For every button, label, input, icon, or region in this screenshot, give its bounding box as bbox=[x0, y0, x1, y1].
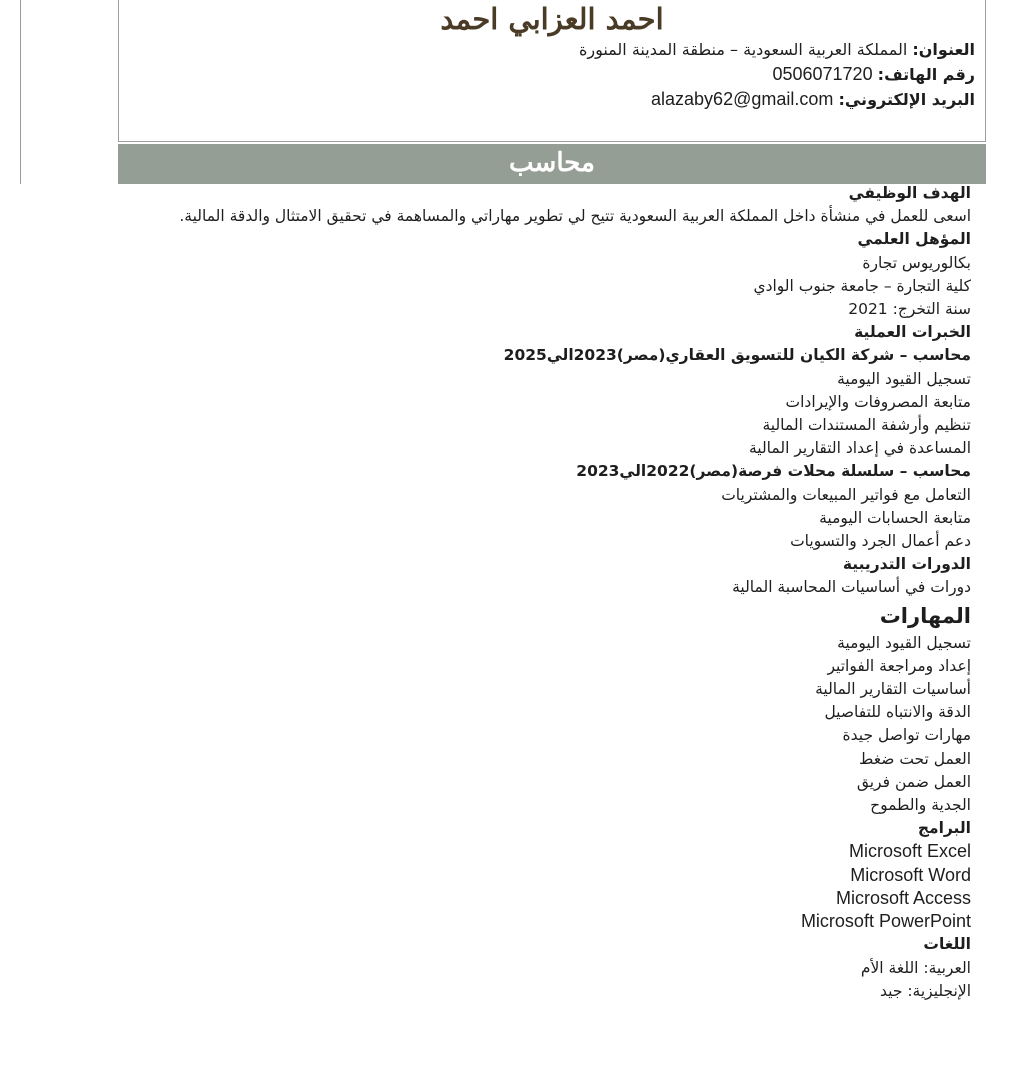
email-value: alazaby62@gmail.com bbox=[651, 89, 834, 109]
job-task: تسجيل القيود اليومية bbox=[837, 369, 971, 388]
education-degree: بكالوريوس تجارة bbox=[862, 253, 971, 272]
software-heading: البرامج bbox=[917, 819, 971, 838]
software-item: Microsoft Excel bbox=[848, 841, 971, 862]
skill-item: إعداد ومراجعة الفواتير bbox=[827, 656, 971, 675]
education-college: كلية التجارة – جامعة جنوب الوادي bbox=[753, 276, 971, 295]
contact-header bbox=[118, 0, 986, 142]
job-task: تنظيم وأرشفة المستندات المالية bbox=[762, 416, 971, 435]
phone-value: 0506071720 bbox=[772, 64, 873, 84]
job-title-banner: محاسب bbox=[118, 144, 986, 184]
email-label: البريد الإلكتروني: bbox=[838, 90, 975, 109]
skill-item: الدقة والانتباه للتفاصيل bbox=[824, 703, 971, 722]
skill-item: تسجيل القيود اليومية bbox=[837, 633, 971, 652]
phone-line bbox=[579, 62, 975, 87]
address-line bbox=[579, 38, 975, 62]
language-item: العربية: اللغة الأم bbox=[860, 958, 971, 977]
skills-heading: المهارات bbox=[879, 603, 971, 628]
training-heading: الدورات التدريبية bbox=[842, 555, 971, 574]
contact-details bbox=[579, 38, 975, 112]
address-value: المملكة العربية السعودية – منطقة المدينة المنورة bbox=[578, 40, 908, 59]
skill-item: الجدية والطموح bbox=[870, 796, 971, 815]
job-title-1: محاسب – شركة الكيان للتسويق العقاري(مصر)2023الي2025 bbox=[503, 346, 971, 365]
job-task: متابعة المصروفات والإيرادات bbox=[785, 392, 971, 411]
experience-heading: الخبرات العملية bbox=[854, 323, 971, 342]
address-label: العنوان: bbox=[912, 40, 975, 59]
job-title-2: محاسب – سلسلة محلات فرصة(مصر)2022الي2023 bbox=[576, 462, 971, 481]
job-task: متابعة الحسابات اليومية bbox=[819, 508, 971, 527]
job-task: دعم أعمال الجرد والتسويات bbox=[790, 532, 971, 551]
skill-item: أساسيات التقارير المالية bbox=[815, 680, 971, 699]
skill-item: مهارات تواصل جيدة bbox=[842, 726, 971, 745]
education-heading: المؤهل العلمي bbox=[857, 230, 971, 249]
education-grad-year: سنة التخرج: 2021 bbox=[848, 300, 971, 319]
page-edge-line bbox=[20, 0, 21, 184]
software-item: Microsoft Word bbox=[850, 864, 971, 885]
training-item: دورات في أساسيات المحاسبة المالية bbox=[732, 578, 971, 597]
email-line bbox=[579, 87, 975, 112]
resume-body bbox=[91, 182, 971, 1003]
language-item: الإنجليزية: جيد bbox=[880, 981, 971, 1000]
skill-item: العمل تحت ضغط bbox=[859, 749, 971, 768]
phone-label: رقم الهاتف: bbox=[877, 65, 975, 84]
skill-item: العمل ضمن فريق bbox=[856, 772, 971, 791]
objective-heading: الهدف الوظيفي bbox=[848, 184, 971, 202]
languages-heading: اللغات bbox=[923, 935, 971, 954]
software-item: Microsoft Access bbox=[835, 887, 971, 908]
objective-text: اسعى للعمل في منشأة داخل المملكة العربية السعودية تتيح لي تطوير مهاراتي والمساهمة في تحقيق الامتثال والدقة المالية. bbox=[179, 207, 971, 226]
software-item: Microsoft PowerPoint bbox=[800, 911, 971, 932]
job-task: التعامل مع فواتير المبيعات والمشتريات bbox=[721, 485, 971, 504]
full-name: احمد العزابي احمد bbox=[440, 2, 664, 36]
job-task: المساعدة في إعداد التقارير المالية bbox=[748, 439, 971, 458]
